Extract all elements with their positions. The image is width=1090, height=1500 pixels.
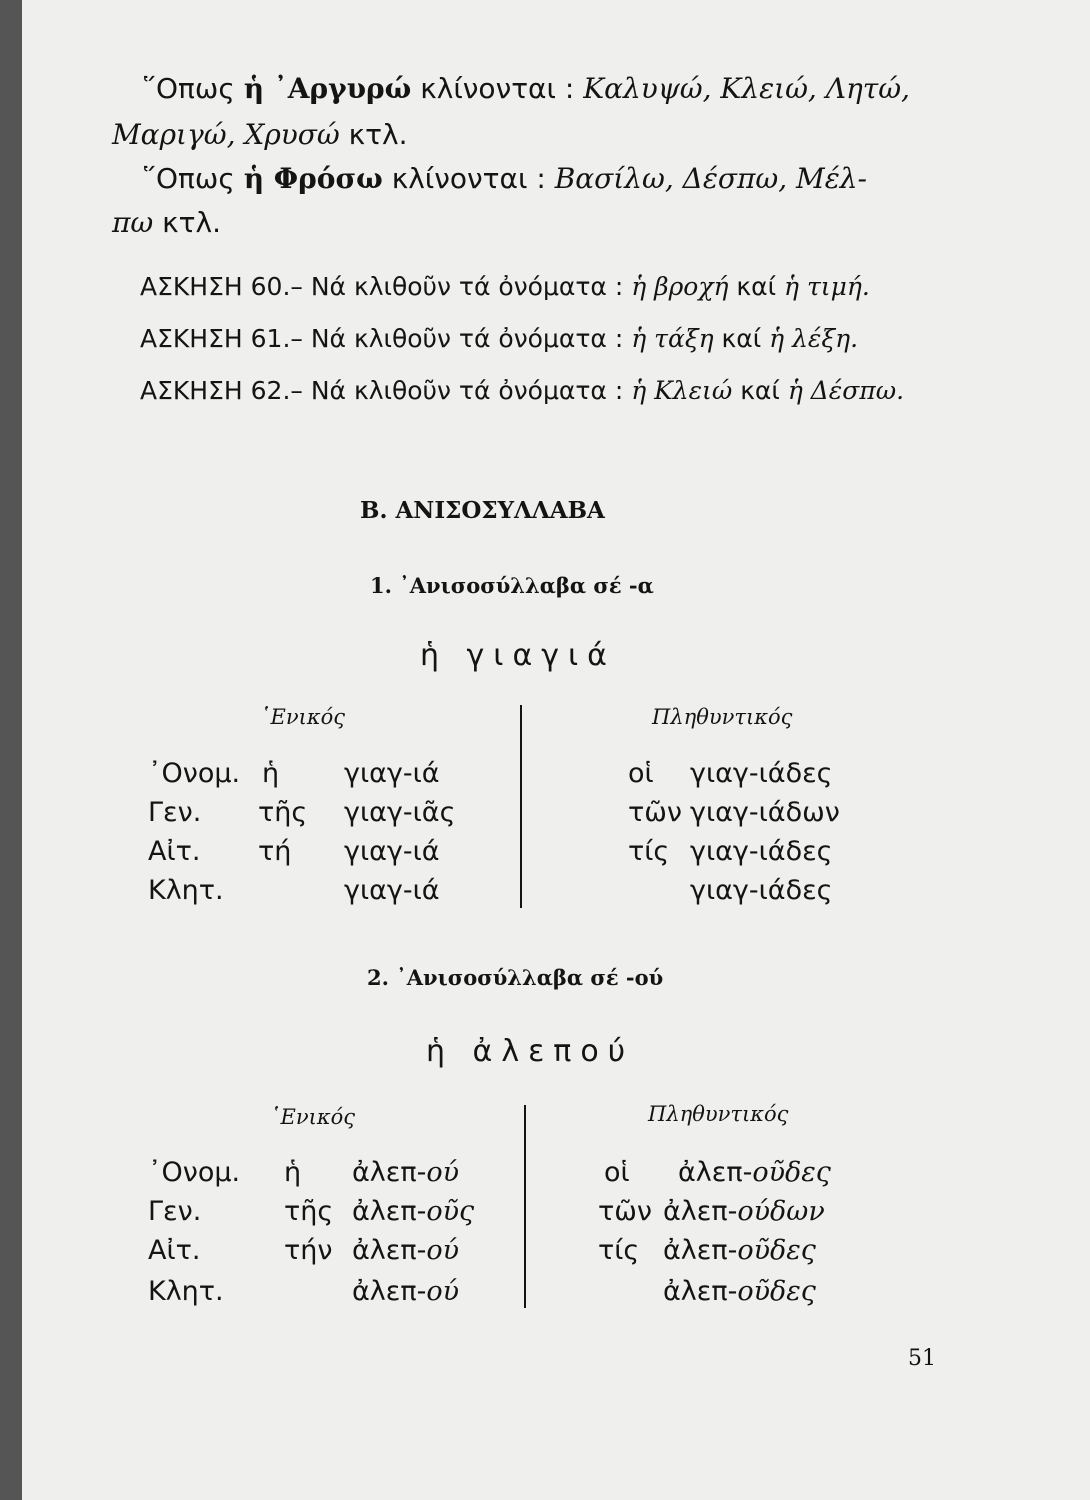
exercise-60: [140, 272, 870, 301]
intro-text: ῞Οπως: [142, 72, 244, 105]
column-divider: [524, 1105, 526, 1308]
singular-form: [352, 1157, 459, 1188]
plural-header: Πληθυντικός: [648, 1102, 789, 1126]
ending: ού: [426, 1157, 460, 1188]
intro-text: ῞Οπως: [142, 162, 244, 195]
plural-article: οἱ: [628, 758, 654, 789]
plural-form: γιαγ-ιάδες: [690, 875, 833, 906]
exercise-label: ΑΣΚΗΣΗ 61.– Νά κλιθοῦν τά ὀνόματα :: [140, 324, 632, 353]
section-heading: Β. ΑΝΙΣΟΣΥΛΛΑΒΑ: [360, 497, 605, 524]
intro-bold-word: ἡ Φρόσω: [243, 162, 383, 195]
intro-text: κτλ.: [153, 206, 221, 239]
case-label: ᾿Ονομ.: [148, 758, 241, 789]
singular-header: ῾Ενικός: [270, 1105, 356, 1129]
plural-form: γιαγ-ιάδων: [690, 797, 840, 828]
article: τῆς: [258, 797, 308, 828]
book-page: [22, 0, 1090, 1500]
case-label: ᾿Ονομ.: [148, 1157, 241, 1188]
intro-italic-list: Καλυψώ, Κλειώ, Λητώ,: [583, 72, 910, 105]
stem: ἀλεπ-: [663, 1235, 738, 1266]
case-label: Γεν.: [148, 797, 202, 828]
exercise-label: ΑΣΚΗΣΗ 60.– Νά κλιθοῦν τά ὀνόματα :: [140, 272, 632, 301]
stem: ἀλεπ-: [352, 1276, 427, 1307]
article: τῆς: [284, 1196, 334, 1227]
intro-italic-list: Μαριγώ, Χρυσώ: [112, 118, 340, 151]
exercise-62: [140, 376, 904, 405]
exercise-word: ἡ τάξη: [631, 324, 714, 353]
column-divider: [520, 705, 522, 908]
exercise-word: ἡ τιμή.: [784, 272, 870, 301]
ending: οῦδες: [737, 1276, 816, 1307]
intro-italic-list: πω: [112, 206, 154, 239]
intro-italic-list: Βασίλω, Δέσπω, Μέλ-: [554, 162, 867, 195]
stem: ἀλεπ-: [663, 1196, 738, 1227]
plural-form: [663, 1276, 816, 1307]
article: τή: [258, 836, 292, 867]
ending: οῦδες: [752, 1157, 831, 1188]
ending: ού: [426, 1276, 460, 1307]
plural-article: τίς: [598, 1235, 640, 1266]
exercise-label: ΑΣΚΗΣΗ 62.– Νά κλιθοῦν τά ὀνόματα :: [140, 376, 632, 405]
ending: ού: [426, 1235, 460, 1266]
declension-word-2: ἡ ἀλεπού: [426, 1034, 635, 1069]
plural-form: [663, 1235, 816, 1266]
exercise-conj: καί: [713, 324, 770, 353]
exercise-word: ἡ λέξη.: [769, 324, 859, 353]
ending: ούδων: [737, 1196, 825, 1227]
stem: ἀλεπ-: [352, 1196, 427, 1227]
plural-form: [678, 1157, 831, 1188]
article: ἡ: [262, 758, 280, 789]
plural-form: γιαγ-ιάδες: [690, 836, 833, 867]
exercise-61: [140, 324, 858, 353]
intro-text: κλίνονται :: [382, 162, 555, 195]
article: ἡ: [284, 1157, 302, 1188]
case-label: Γεν.: [148, 1196, 202, 1227]
intro-text: κλίνονται :: [411, 72, 584, 105]
singular-header: ῾Ενικός: [260, 705, 346, 729]
ending: οῦδες: [737, 1235, 816, 1266]
plural-article: τῶν: [628, 797, 682, 828]
stem: ἀλεπ-: [663, 1276, 738, 1307]
exercise-conj: καί: [728, 272, 785, 301]
intro-text: κτλ.: [339, 118, 408, 151]
article: τήν: [284, 1235, 333, 1266]
exercise-word: ἡ Κλειώ: [631, 376, 733, 405]
intro-line-2: [112, 118, 407, 151]
intro-bold-word: ἡ ᾿Αργυρώ: [243, 72, 412, 105]
singular-form: γιαγ-ιά: [344, 875, 440, 906]
plural-form: γιαγ-ιάδες: [690, 758, 833, 789]
exercise-word: ἡ βροχή: [631, 272, 729, 301]
stem: ἀλεπ-: [678, 1157, 753, 1188]
singular-form: [352, 1276, 459, 1307]
case-label: Αἰτ.: [148, 836, 201, 867]
case-label: Αἰτ.: [148, 1235, 201, 1266]
intro-line-3: [142, 162, 867, 195]
stem: ἀλεπ-: [352, 1157, 427, 1188]
plural-article: τίς: [628, 836, 670, 867]
intro-line-1: [142, 72, 910, 105]
ending: οῦς: [426, 1196, 475, 1227]
exercise-word: ἡ Δέσπω.: [787, 376, 905, 405]
case-label: Κλητ.: [148, 875, 224, 906]
exercise-conj: καί: [732, 376, 788, 405]
declension-word-1: ἡ γιαγιά: [420, 638, 616, 673]
singular-form: γιαγ-ιά: [344, 836, 440, 867]
subsection-heading-2: 2. ᾿Ανισοσύλλαβα σέ -ού: [367, 965, 664, 990]
plural-header: Πληθυντικός: [652, 705, 793, 729]
case-label: Κλητ.: [148, 1276, 224, 1307]
subsection-heading-1: 1. ᾿Ανισοσύλλαβα σέ -α: [370, 573, 654, 598]
stem: ἀλεπ-: [352, 1235, 427, 1266]
singular-form: [352, 1235, 459, 1266]
singular-form: γιαγ-ιᾶς: [344, 797, 456, 828]
plural-article: οἱ: [604, 1157, 630, 1188]
plural-article: τῶν: [598, 1196, 652, 1227]
page-number: 51: [908, 1346, 936, 1371]
singular-form: γιαγ-ιά: [344, 758, 440, 789]
intro-line-4: [112, 206, 221, 239]
singular-form: [352, 1196, 474, 1227]
plural-form: [663, 1196, 825, 1227]
